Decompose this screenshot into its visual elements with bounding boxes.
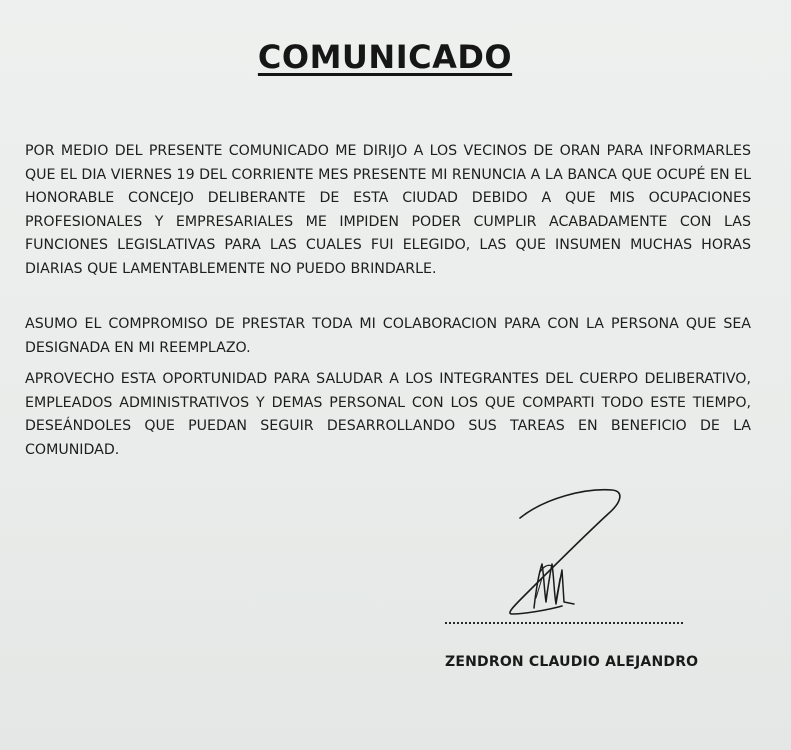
- signature-line: [445, 622, 683, 624]
- document-title: COMUNICADO: [257, 38, 513, 76]
- paragraph-farewell: APROVECHO ESTA OPORTUNIDAD PARA SALUDAR A LOS INTEGRANTES DEL CUERPO DELIBERATIVO, EMPLEADOS ADMINISTRATIVOS Y DEMAS PERSONAL CON LOS QUE COMPARTI TODO ESTE TIEMPO, DESEÁNDOLES QUE PUEDAN SEGUIR DESARROLLANDO SUS TAREAS EN BENEFICIO DE LA COMUNIDAD.: [25, 371, 751, 458]
- paragraph-resignation: POR MEDIO DEL PRESENTE COMUNICADO ME DIRIJO A LOS VECINOS DE ORAN PARA INFORMARLES QUE EL DIA VIERNES 19 DEL CORRIENTE MES PRESENTE MI RENUNCIA A LA BANCA QUE OCUPÉ EN EL HONORABLE CONCEJO DELIBERANTE DE ESTA CIUDAD DEBIDO A QUE MIS OCUPACIONES PROFESIONALES Y EMPRESARIALES ME IMPIDEN PODER CUMPLIR ACABADAMENTE CON LAS FUNCIONES LEGISLATIVAS PARA LAS CUALES FUI ELEGIDO, LAS QUE INSUMEN MUCHAS HORAS DIARIAS QUE LAMENTABLEMENTE NO PUEDO BRINDARLE.: [25, 143, 751, 277]
- paragraph-commitment: ASUMO EL COMPROMISO DE PRESTAR TODA MI COLABORACION PARA CON LA PERSONA QUE SEA DESIGNADA EN MI REEMPLAZO.: [25, 316, 751, 356]
- signer-name: ZENDRON CLAUDIO ALEJANDRO: [445, 654, 699, 670]
- handwritten-signature: [490, 480, 640, 620]
